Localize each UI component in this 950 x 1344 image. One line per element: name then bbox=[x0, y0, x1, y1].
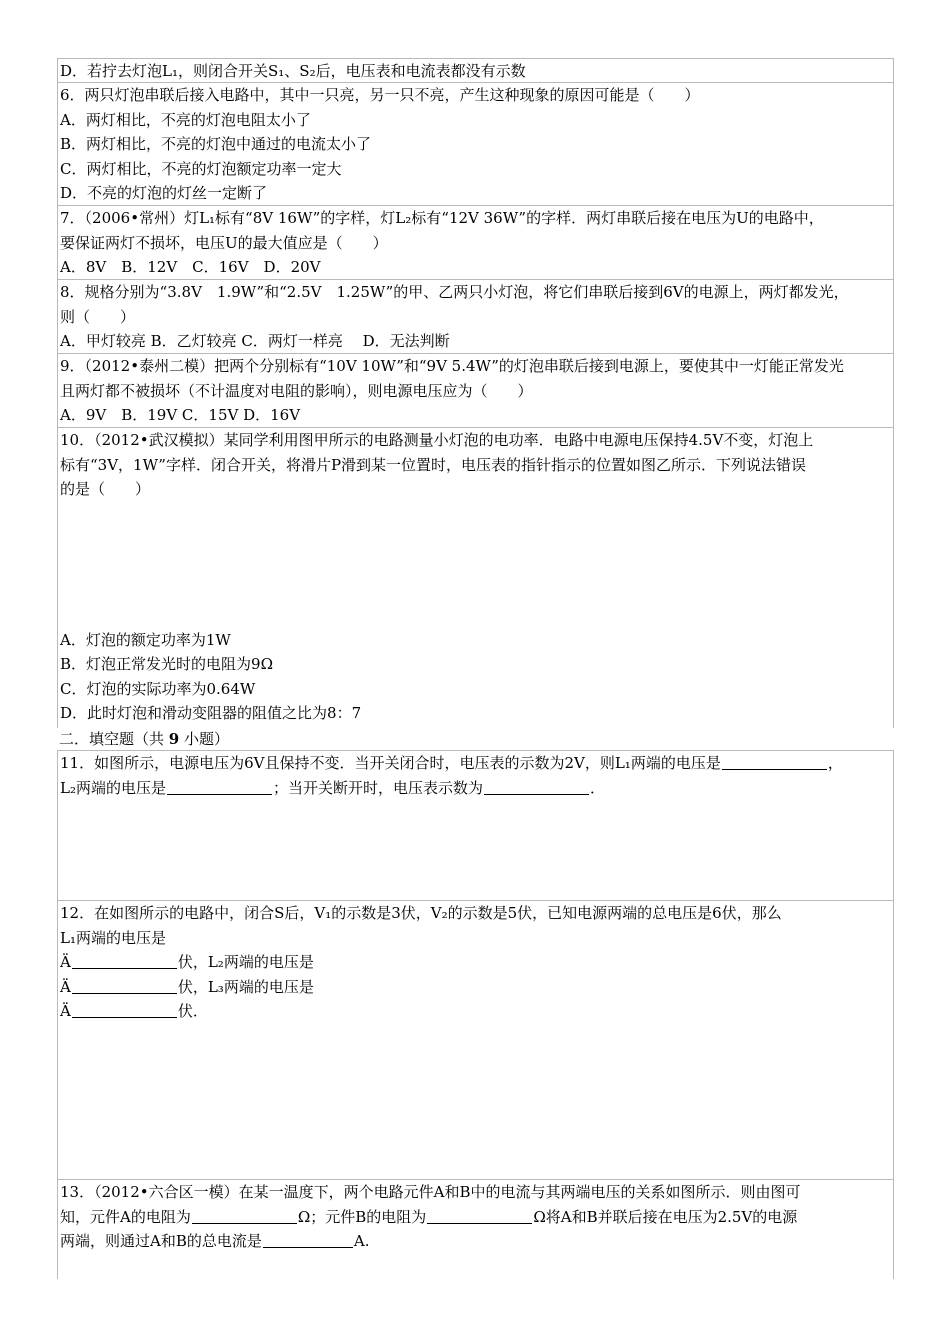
question-8-stem-line-1: 8．规格分别为“3.8V 1.9W”和“2.5V 1.25W”的甲、乙两只小灯泡，将它们串联后接到6V的电源上，两灯都发光， bbox=[60, 283, 849, 301]
section-2-count: 9 bbox=[168, 730, 180, 748]
question-6-option-a: A．两灯相比，不亮的灯泡电阻太小了 bbox=[60, 110, 311, 129]
question-5-option-d: D．若拧去灯泡L₁，则闭合开关S₁、S₂后，电压表和电流表都没有示数 bbox=[60, 62, 526, 80]
question-10-option-b: B．灯泡正常发光时的电阻为9Ω bbox=[60, 655, 274, 673]
question-12-mark-1: Ä bbox=[60, 953, 71, 971]
question-13-blank-3[interactable] bbox=[263, 1232, 353, 1248]
question-9 bbox=[57, 353, 894, 427]
question-13-blank-1[interactable] bbox=[192, 1208, 297, 1224]
question-7-options: A．8V B．12V C．16V D．20V bbox=[60, 258, 321, 276]
question-7-stem-line-1: 7．（2006•常州）灯L₁标有“8V 16W”的字样，灯L₂标有“12V 36W”的字样．两灯串联后接在电压为U的电路中， bbox=[60, 209, 824, 227]
question-13-line-3 bbox=[60, 1229, 893, 1254]
question-13-text-4: 两端，则通过A和B的总电流是 bbox=[60, 1232, 262, 1250]
question-12-text-4: 伏，L₃两端的电压是 bbox=[177, 977, 314, 996]
question-8-stem-line-2: 则（ ） bbox=[60, 307, 136, 326]
question-9-stem-line-1: 9．（2012•泰州二模）把两个分别标有“10V 10W”和“9V 5.4W”的灯泡串联后接到电源上，要使其中一灯能正常发光 bbox=[60, 357, 844, 375]
question-13-text-3: Ω将A和B并联后接在电压为2.5V的电源 bbox=[533, 1207, 798, 1226]
question-12-line-1: 12．在如图所示的电路中，闭合S后，V₁的示数是3伏，V₂的示数是5伏，已知电源两端的总电压是6伏，那么 bbox=[60, 904, 782, 922]
question-9-options: A．9V B．19V C．15V D．16V bbox=[60, 406, 301, 424]
question-11-line-2 bbox=[60, 776, 893, 801]
question-6-option-c: C．两灯相比，不亮的灯泡额定功率一定大 bbox=[60, 159, 342, 178]
question-8-options: A．甲灯较亮 B．乙灯较亮 C．两灯一样亮 D．无法判断 bbox=[60, 332, 450, 350]
question-11-line-1 bbox=[60, 751, 893, 776]
section-2-title bbox=[57, 728, 894, 750]
question-11 bbox=[57, 750, 894, 900]
question-11-text-2: ， bbox=[827, 754, 843, 772]
question-12-mark-2: Ä bbox=[60, 977, 71, 996]
question-12-text-5: 伏． bbox=[177, 1002, 208, 1020]
question-11-text-5: ． bbox=[590, 778, 606, 797]
question-12-blank-2[interactable] bbox=[72, 978, 177, 994]
question-6-stem: 6．两只灯泡串联后接入电路中，其中一只亮，另一只不亮，产生这种现象的原因可能是（ ） bbox=[60, 86, 700, 104]
question-11-blank-2[interactable] bbox=[167, 779, 272, 795]
question-10 bbox=[57, 427, 894, 728]
question-13-line-2 bbox=[60, 1205, 893, 1230]
question-10-option-a: A．灯泡的额定功率为1W bbox=[60, 630, 231, 649]
question-12-line-3 bbox=[60, 950, 893, 975]
section-2-prefix: 二．填空题（共 bbox=[59, 730, 165, 748]
question-6-option-d: D．不亮的灯泡的灯丝一定断了 bbox=[60, 184, 268, 202]
question-10-stem-line-3: 的是（ ） bbox=[60, 480, 151, 498]
question-6 bbox=[57, 82, 894, 205]
question-11-text-1: 11．如图所示，电源电压为6V且保持不变．当开关闭合时，电压表的示数为2V，则L₁两端的电压是 bbox=[60, 754, 721, 772]
question-13-blank-2[interactable] bbox=[427, 1208, 532, 1224]
question-10-stem-line-1: 10．（2012•武汉模拟）某同学利用图甲所示的电路测量小灯泡的电功率．电路中电源电压保持4.5V不变，灯泡上 bbox=[60, 431, 814, 449]
question-12-blank-1[interactable] bbox=[72, 953, 177, 969]
question-11-text-4: ；当开关断开时，电压表示数为 bbox=[272, 778, 483, 797]
question-13 bbox=[57, 1179, 894, 1279]
question-10-figure-area bbox=[60, 502, 893, 628]
question-6-option-b: B．两灯相比，不亮的灯泡中通过的电流太小了 bbox=[60, 135, 372, 153]
question-11-blank-1[interactable] bbox=[722, 754, 827, 770]
question-13-text-5: A. bbox=[353, 1232, 370, 1250]
question-10-option-c: C．灯泡的实际功率为0.64W bbox=[60, 679, 256, 698]
question-13-text-2: Ω；元件B的电阻为 bbox=[297, 1207, 427, 1226]
question-12-mark-3: Ä bbox=[60, 1002, 71, 1020]
question-12-line-5 bbox=[60, 999, 893, 1024]
section-2-suffix: 小题） bbox=[184, 730, 230, 748]
question-5-tail bbox=[57, 58, 894, 82]
question-11-blank-3[interactable] bbox=[484, 779, 589, 795]
question-10-stem-line-2: 标有“3V，1W”字样．闭合开关，将滑片P滑到某一位置时，电压表的指针指示的位置如图乙所示．下列说法错误 bbox=[60, 455, 807, 474]
exam-page bbox=[57, 58, 894, 1279]
question-8 bbox=[57, 279, 894, 353]
question-7 bbox=[57, 205, 894, 279]
question-9-stem-line-2: 且两灯都不被损坏（不计温度对电阻的影响），则电源电压应为（ ） bbox=[60, 381, 533, 400]
question-12-line-2: L₁两端的电压是 bbox=[60, 928, 166, 947]
question-12-line-4 bbox=[60, 975, 893, 1000]
question-12 bbox=[57, 900, 894, 1179]
question-12-text-3: 伏，L₂两端的电压是 bbox=[177, 953, 314, 971]
question-7-stem-line-2: 要保证两灯不损坏，电压U的最大值应是（ ） bbox=[60, 233, 388, 252]
question-11-text-3: L₂两端的电压是 bbox=[60, 778, 166, 797]
question-13-line-1: 13．（2012•六合区一模）在某一温度下，两个电路元件A和B中的电流与其两端电压的关系如图所示．则由图可 bbox=[60, 1183, 801, 1201]
question-13-text-1: 知，元件A的电阻为 bbox=[60, 1207, 191, 1226]
question-12-blank-3[interactable] bbox=[72, 1002, 177, 1018]
question-10-option-d: D．此时灯泡和滑动变阻器的阻值之比为8：7 bbox=[60, 704, 362, 722]
